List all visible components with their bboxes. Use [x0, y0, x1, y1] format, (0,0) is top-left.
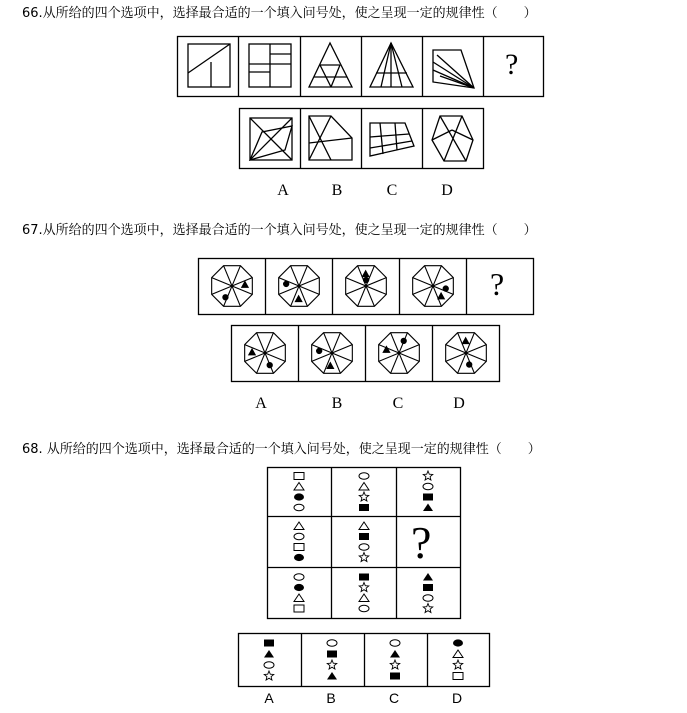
- triangle-filled-symbol: [327, 672, 337, 680]
- star-symbol: [359, 492, 369, 501]
- triangle-symbol: [453, 650, 463, 658]
- q66-option-c-label[interactable]: C: [386, 182, 398, 199]
- oval-symbol: [423, 595, 433, 602]
- q66-option-a-label[interactable]: A: [277, 182, 289, 199]
- ellipse-symbol: [294, 554, 304, 561]
- q66-option-d-figure[interactable]: [432, 116, 473, 161]
- q66-figure-5: [433, 50, 474, 88]
- oval-symbol: [294, 574, 304, 581]
- q67-figure-1: [212, 266, 253, 307]
- q66-option-d-label[interactable]: D: [441, 182, 453, 199]
- triangle-mark: [362, 271, 368, 277]
- star-symbol: [453, 660, 463, 669]
- q67-option-c-figure: [379, 333, 420, 374]
- q67-option-b-figure: [312, 333, 353, 374]
- q68-cell-r3-c2: [359, 574, 369, 612]
- triangle-filled-symbol: [264, 650, 274, 658]
- triangle-mark: [438, 293, 444, 299]
- dot-mark: [401, 338, 406, 343]
- oval-symbol: [390, 640, 400, 647]
- triangle-symbol: [294, 483, 304, 491]
- square-symbol: [294, 605, 304, 612]
- rect-symbol: [327, 651, 337, 658]
- q68-option-c-label[interactable]: C: [388, 690, 400, 706]
- q66-option-a-figure[interactable]: [250, 118, 292, 160]
- dot-mark: [284, 281, 289, 286]
- triangle-symbol: [359, 483, 369, 491]
- triangle-symbol: [294, 522, 304, 530]
- q68-cell-r2-c2: [359, 522, 369, 562]
- rect-symbol: [423, 494, 433, 501]
- oval-symbol: [327, 640, 337, 647]
- oval-symbol: [264, 662, 274, 669]
- q67-option-a-label[interactable]: A: [255, 395, 267, 412]
- question-67-text: 67.从所给的四个选项中，选择最合适的一个填入问号处，使之呈现一定的规律性（ ）: [22, 223, 537, 238]
- dot-mark: [364, 277, 369, 282]
- q68-cell-r1-c1: [294, 473, 304, 511]
- dot-mark: [317, 348, 322, 353]
- dot-mark: [223, 295, 228, 300]
- oval-symbol: [294, 533, 304, 540]
- q67-figure-2: [279, 266, 320, 307]
- oval-symbol: [294, 504, 304, 511]
- oval-symbol: [359, 473, 369, 480]
- triangle-filled-symbol: [423, 504, 433, 512]
- triangle-mark: [242, 282, 248, 288]
- q67-option-d-figure: [446, 333, 487, 374]
- oval-symbol: [423, 483, 433, 490]
- q68-cell-r1-c2: [359, 473, 369, 511]
- rect-symbol: [423, 584, 433, 591]
- rect-symbol: [359, 533, 369, 540]
- square-symbol: [453, 673, 463, 680]
- triangle-mark: [295, 296, 301, 302]
- q67-option-b-label[interactable]: B: [331, 395, 343, 412]
- star-symbol: [423, 604, 433, 613]
- star-symbol: [359, 553, 369, 562]
- star-symbol: [327, 660, 337, 669]
- rect-symbol: [359, 574, 369, 581]
- q68-option-d-figure: [453, 639, 463, 679]
- ellipse-symbol: [294, 584, 304, 591]
- q68-option-c-figure: [390, 640, 400, 680]
- ellipse-symbol: [453, 639, 463, 646]
- oval-symbol: [359, 605, 369, 612]
- q66-figure-1: [188, 44, 230, 87]
- square-symbol: [294, 473, 304, 480]
- q67-question-mark: ?: [490, 266, 505, 302]
- q68-option-b-figure: [327, 640, 337, 680]
- star-symbol: [390, 660, 400, 669]
- q68-option-a-label[interactable]: A: [264, 690, 274, 706]
- triangle-filled-symbol: [423, 573, 433, 581]
- question-66-text: 66.从所给的四个选项中，选择最合适的一个填入问号处，使之呈现一定的规律性（ ）: [22, 6, 537, 21]
- q68-cell-r3-c1: [294, 574, 304, 612]
- ellipse-symbol: [294, 493, 304, 500]
- star-symbol: [423, 471, 433, 480]
- dot-mark: [467, 362, 472, 367]
- triangle-symbol: [359, 522, 369, 530]
- star-symbol: [264, 671, 274, 680]
- q66-figure-3: [309, 43, 352, 87]
- rect-symbol: [390, 673, 400, 680]
- q66-question-row: [178, 37, 544, 97]
- q67-figure-3: [346, 266, 387, 307]
- q67-option-a-figure: [245, 333, 286, 374]
- triangle-filled-symbol: [390, 650, 400, 658]
- question-68-text: 68. 从所给的四个选项中，选择最合适的一个填入问号处，使之呈现一定的规律性（ ）: [22, 442, 541, 457]
- q68-cell-r3-c3: [423, 573, 433, 613]
- q66-question-mark: ?: [505, 48, 519, 81]
- q68-option-a-figure: [264, 640, 274, 681]
- q68-option-b-label[interactable]: B: [326, 690, 336, 706]
- q67-figure-4: [413, 266, 454, 307]
- q68-option-d-label[interactable]: D: [451, 690, 463, 706]
- q67-option-d-label[interactable]: D: [453, 395, 465, 412]
- q66-option-b-figure[interactable]: [309, 116, 352, 160]
- rect-symbol: [359, 504, 369, 511]
- q68-cell-r1-c3: [423, 471, 433, 511]
- oval-symbol: [359, 544, 369, 551]
- star-symbol: [359, 583, 369, 592]
- dot-mark: [267, 363, 272, 368]
- triangle-mark: [462, 338, 468, 344]
- rect-symbol: [264, 640, 274, 647]
- triangle-symbol: [294, 594, 304, 602]
- triangle-symbol: [359, 594, 369, 602]
- q68-cell-r2-c1: [294, 522, 304, 561]
- q66-figure-2: [249, 44, 291, 87]
- q68-question-mark: ?: [411, 517, 432, 568]
- square-symbol: [294, 544, 304, 551]
- q66-option-b-label[interactable]: B: [331, 182, 343, 199]
- q66-option-c-figure[interactable]: [370, 123, 414, 156]
- q66-figure-4: [370, 43, 413, 87]
- q67-option-c-label[interactable]: C: [392, 395, 404, 412]
- triangle-mark: [249, 349, 255, 355]
- dot-mark: [443, 286, 448, 291]
